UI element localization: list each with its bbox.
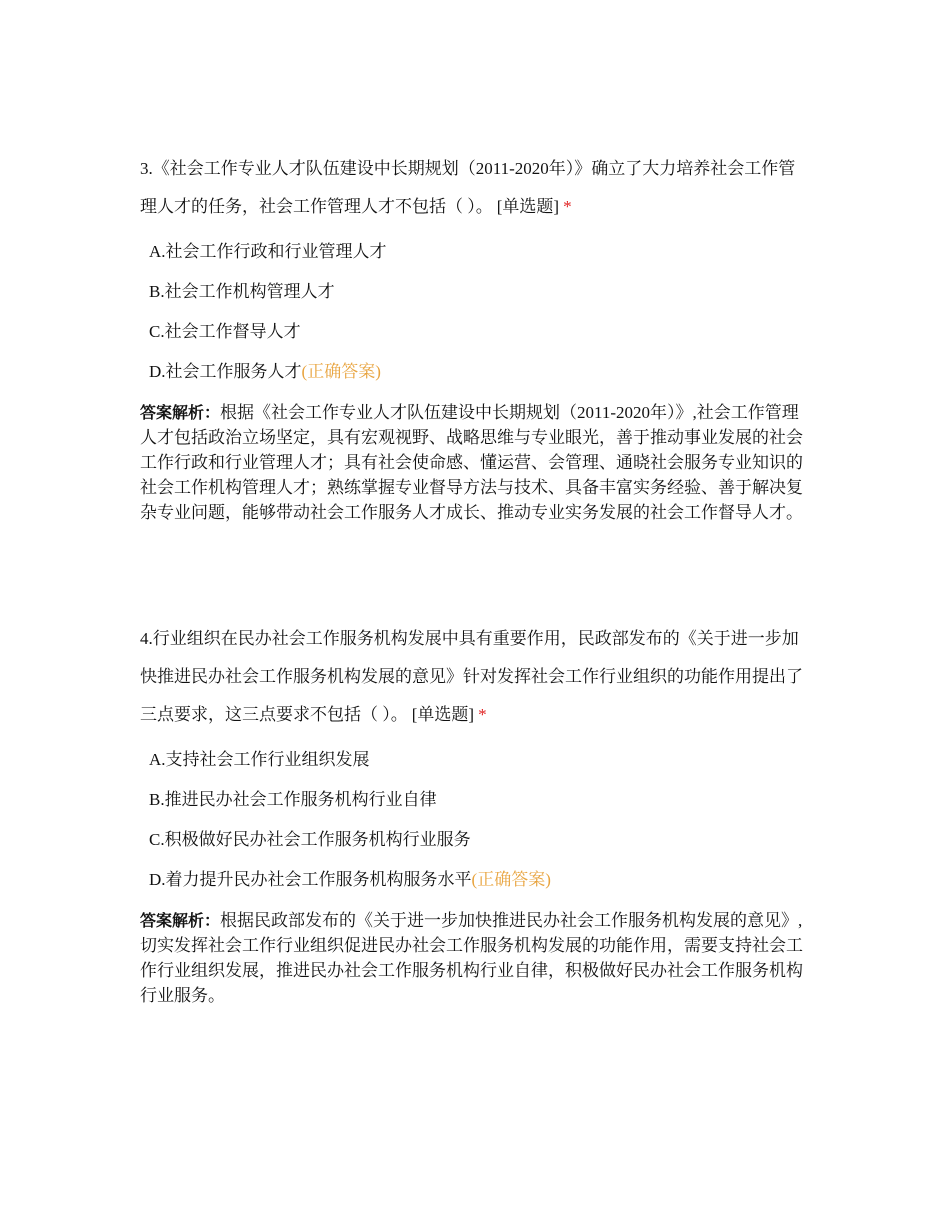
- option-c[interactable]: [140, 312, 812, 352]
- option-c[interactable]: [140, 820, 812, 860]
- question-text: [140, 150, 812, 226]
- question-text: [140, 620, 812, 734]
- correct-answer-note: (正确答案): [471, 870, 551, 889]
- answer-analysis: [140, 908, 812, 1008]
- question-stem: 3.《社会工作专业人才队伍建设中长期规划（2011-2020年）》确立了大力培养社会工作管理人才的任务，社会工作管理人才不包括（ ）。: [140, 159, 796, 216]
- question-4: [140, 620, 812, 1008]
- option-d[interactable]: [140, 352, 812, 392]
- option-a[interactable]: [140, 740, 812, 780]
- option-label: D.着力提升民办社会工作服务机构服务水平: [149, 870, 472, 889]
- option-label: B.推进民办社会工作服务机构行业自律: [149, 790, 437, 809]
- analysis-label: 答案解析：: [140, 911, 221, 930]
- question-type-tag: [单选题]: [496, 197, 560, 216]
- option-d[interactable]: [140, 860, 812, 900]
- option-list: [140, 232, 812, 392]
- option-b[interactable]: [140, 272, 812, 312]
- answer-analysis: [140, 400, 812, 525]
- required-mark: *: [478, 705, 487, 724]
- option-label: C.社会工作督导人才: [149, 322, 301, 341]
- option-label: D.社会工作服务人才: [149, 362, 302, 381]
- correct-answer-note: (正确答案): [301, 362, 381, 381]
- analysis-label: 答案解析：: [140, 403, 221, 422]
- option-b[interactable]: [140, 780, 812, 820]
- question-type-tag: [单选题]: [411, 705, 475, 724]
- option-label: C.积极做好民办社会工作服务机构行业服务: [149, 830, 471, 849]
- option-list: [140, 740, 812, 900]
- option-label: B.社会工作机构管理人才: [149, 282, 335, 301]
- option-label: A.支持社会工作行业组织发展: [149, 750, 370, 769]
- analysis-text: 根据《社会工作专业人才队伍建设中长期规划（2011-2020年）》,社会工作管理人才包括政治立场坚定，具有宏观视野、战略思维与专业眼光，善于推动事业发展的社会工作行政和行业管理人才；具有社会使命感、懂运营、会管理、通晓社会服务专业知识的社会工作机构管理人才；熟练掌握专业督导方法与技术、具备丰富实务经验、善于解决复杂专业问题，能够带动社会工作服务人才成长、推动专业实务发展的社会工作督导人才。: [140, 403, 803, 522]
- question-stem: 4.行业组织在民办社会工作服务机构发展中具有重要作用，民政部发布的《关于进一步加快推进民办社会工作服务机构发展的意见》针对发挥社会工作行业组织的功能作用提出了三点要求，这三点要求不包括（ ）。: [140, 629, 803, 724]
- required-mark: *: [563, 197, 572, 216]
- option-a[interactable]: [140, 232, 812, 272]
- analysis-text: 根据民政部发布的《关于进一步加快推进民办社会工作服务机构发展的意见》,切实发挥社会工作行业组织促进民办社会工作服务机构发展的功能作用，需要支持社会工作行业组织发展，推进民办社会工作服务机构行业自律，积极做好民办社会工作服务机构行业服务。: [140, 911, 803, 1005]
- question-3: [140, 150, 812, 525]
- option-label: A.社会工作行政和行业管理人才: [149, 242, 387, 261]
